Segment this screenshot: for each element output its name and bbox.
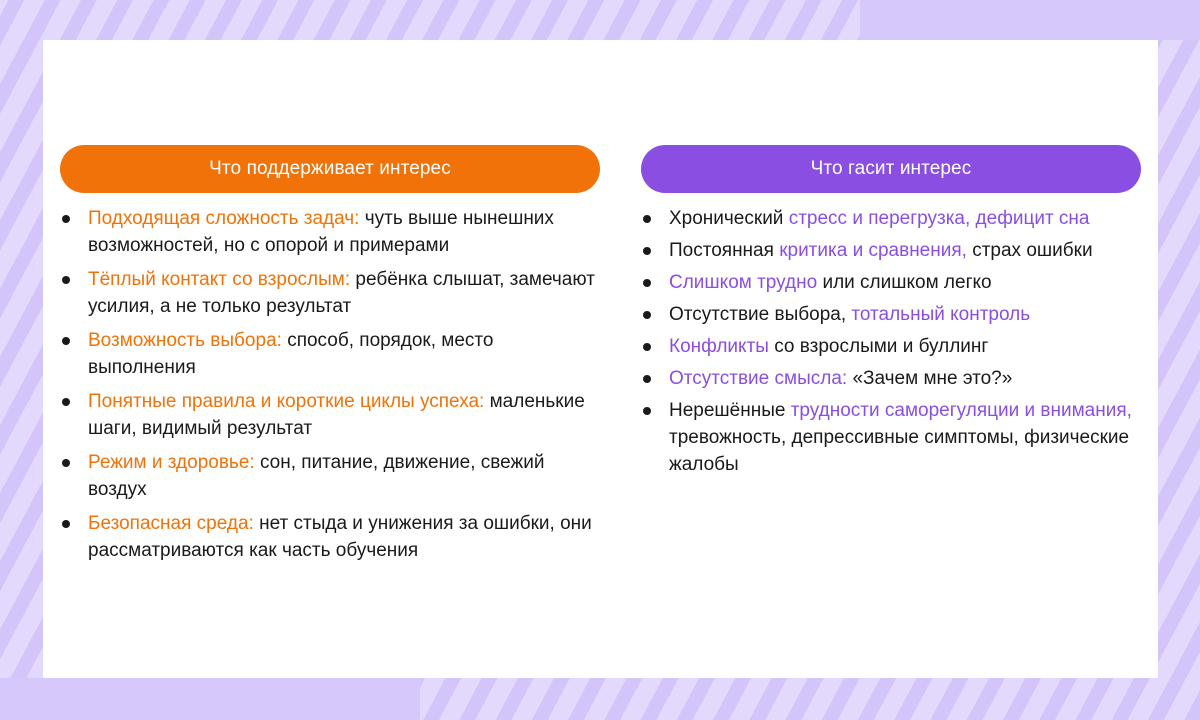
bullet-icon (62, 215, 70, 223)
supports-interest-column (60, 145, 600, 571)
item-prefix: Отсутствие выбора, (669, 304, 852, 325)
bullet-icon (643, 311, 651, 319)
item-text: способ, порядок, место выполнения (88, 330, 494, 378)
list-item (641, 333, 1141, 360)
bullet-icon (62, 276, 70, 284)
item-highlight: Слишком трудно (669, 272, 818, 293)
item-text: ребёнка слышат, замечают усилия, а не только результат (88, 269, 595, 317)
list-item (641, 269, 1141, 296)
item-highlight: тотальный контроль (851, 304, 1031, 325)
list-item (641, 397, 1141, 478)
item-text: или слишком легко (817, 272, 992, 293)
item-text: со взрослыми и буллинг (768, 336, 989, 357)
bullet-icon (643, 407, 651, 415)
bullet-icon (643, 375, 651, 383)
bullet-icon (62, 520, 70, 528)
item-highlight: Отсутствие смысла: (669, 368, 848, 389)
item-text: сон, питание, движение, свежий воздух (88, 452, 545, 500)
item-text: нет стыда и унижения за ошибки, они рассматриваются как часть обучения (88, 513, 592, 561)
list-item (60, 388, 600, 442)
bullet-icon (62, 398, 70, 406)
item-highlight: Понятные правила и короткие циклы успеха: (88, 391, 485, 412)
kills-interest-header (641, 145, 1141, 193)
item-highlight: критика и сравнения, (779, 240, 967, 261)
item-text: тревожность, депрессивные симптомы, физические жалобы (669, 427, 1130, 475)
item-prefix: Хронический (669, 208, 789, 229)
list-item (641, 237, 1141, 264)
content-card (43, 40, 1158, 678)
list-item (60, 266, 600, 320)
kills-interest-title: Что гасит интерес (810, 158, 972, 179)
supports-interest-list (60, 205, 600, 564)
item-highlight: Подходящая сложность задач: (88, 208, 360, 229)
item-highlight: Тёплый контакт со взрослым: (88, 269, 351, 290)
item-highlight: стресс и перегрузка, дефицит сна (788, 208, 1090, 229)
list-item (60, 327, 600, 381)
item-text: маленькие шаги, видимый результат (88, 391, 585, 439)
bullet-icon (62, 337, 70, 345)
bullet-icon (643, 279, 651, 287)
kills-interest-list (641, 205, 1141, 478)
list-item (60, 205, 600, 259)
item-highlight: трудности саморегуляции и внимания, (790, 400, 1132, 421)
supports-interest-header (60, 145, 600, 193)
item-prefix: Нерешённые (669, 400, 791, 421)
list-item (641, 365, 1141, 392)
item-text: «Зачем мне это?» (847, 368, 1013, 389)
item-text: чуть выше нынешних возможностей, но с опорой и примерами (88, 208, 554, 256)
list-item (641, 205, 1141, 232)
item-highlight: Конфликты (669, 336, 769, 357)
bullet-icon (643, 215, 651, 223)
list-item (60, 510, 600, 564)
background-shape (0, 678, 420, 720)
item-prefix: Постоянная (669, 240, 780, 261)
bullet-icon (643, 247, 651, 255)
bullet-icon (643, 343, 651, 351)
supports-interest-title: Что поддерживает интерес (209, 158, 451, 179)
list-item (641, 301, 1141, 328)
item-highlight: Возможность выбора: (88, 330, 282, 351)
bullet-icon (62, 459, 70, 467)
item-text: страх ошибки (966, 240, 1093, 261)
item-highlight: Режим и здоровье: (88, 452, 255, 473)
item-highlight: Безопасная среда: (88, 513, 254, 534)
kills-interest-column (641, 145, 1141, 483)
list-item (60, 449, 600, 503)
background-shape (860, 0, 1200, 40)
